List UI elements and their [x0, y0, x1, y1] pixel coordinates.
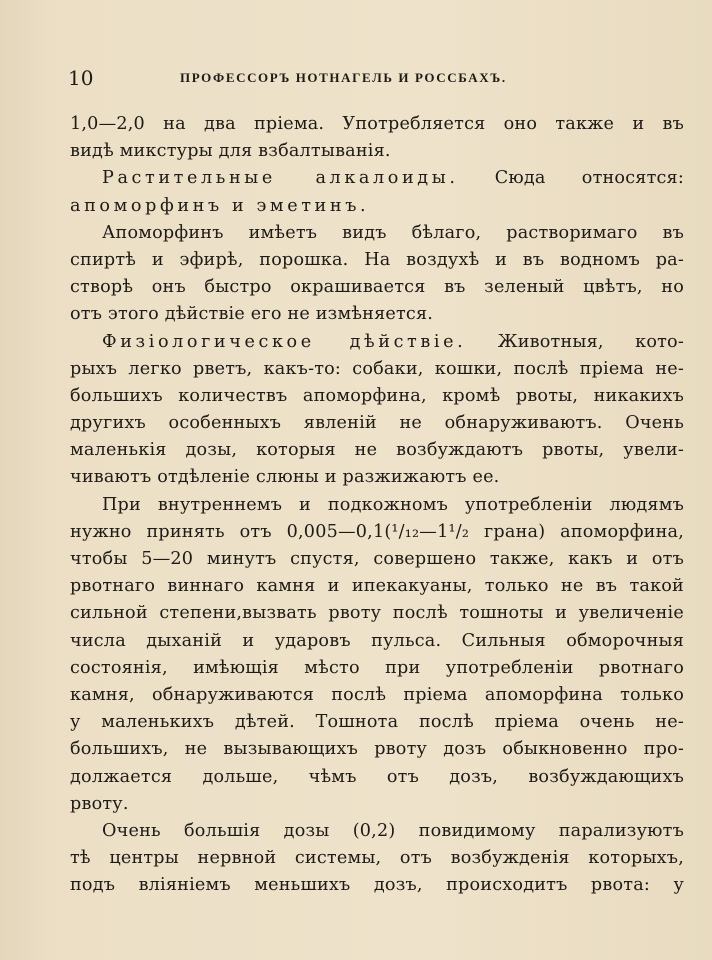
text-line: подъ вліяніемъ меньшихъ дозъ, происходитъ рвота: у: [70, 875, 684, 896]
text-line: створѣ онъ быстро окрашивается въ зеленый цвѣтъ, но: [70, 277, 684, 298]
text-line: сильной степени,вызвать рвоту послѣ тошноты и увеличеніе: [70, 603, 684, 624]
text-line: Физiологическое дѣйствіе. Животныя, кото-: [102, 331, 684, 352]
page-header: [68, 66, 684, 94]
text-line: маленькія дозы, которыя не возбуждаютъ рвоты, увели-: [70, 440, 684, 461]
text-line: тѣ центры нервной системы, отъ возбужденія которыхъ,: [70, 848, 684, 869]
text-line: камня, обнаруживаются послѣ пріема апоморфина только: [70, 684, 684, 705]
text-line: нужно принять отъ 0,005—0,1(¹/₁₂—1¹/₂ грана) апоморфина,: [70, 521, 684, 542]
running-head: ПРОФЕССОРЪ НОТНАГЕЛЬ И РОССБАХЪ.: [180, 70, 507, 85]
text-line: рвоту.: [70, 793, 129, 814]
text-line: 1,0—2,0 на два пріема. Употребляется оно также и въ: [70, 114, 684, 134]
text-line: рыхъ легко рветъ, какъ-то: собаки, кошки, послѣ пріема не-: [70, 358, 684, 379]
text-line: чиваютъ отдѣленіе слюны и разжижаютъ ее.: [70, 467, 500, 488]
text-line: рвотнаго виннаго камня и ипекакуаны, только не въ такой: [70, 576, 684, 597]
text-line: состоянія, имѣющія мѣсто при употребленіи рвотнаго: [70, 657, 684, 678]
text-line: Растительные алкалоиды. Сюда относятся:: [102, 168, 684, 189]
text-line: у маленькихъ дѣтей. Тошнота послѣ пріема очень не-: [70, 712, 684, 733]
page-number: 10: [68, 66, 94, 90]
text-line: видѣ микстуры для взбалтыванія.: [70, 141, 391, 162]
text-line: большихъ количествъ апоморфина, кромѣ рвоты, никакихъ: [70, 385, 684, 406]
text-line: Апоморфинъ имѣетъ видъ бѣлаго, растворимаго въ: [102, 222, 684, 243]
body-text: [70, 111, 684, 899]
text-line: большихъ, не вызывающихъ рвоту дозъ обыкновенно про-: [70, 739, 684, 760]
text-line: отъ этого дѣйствіе его не измѣняется.: [70, 304, 434, 325]
text-line: должается дольше, чѣмъ отъ дозъ, возбуждающихъ: [70, 766, 684, 787]
text-line: При внутреннемъ и подкожномъ употребленіи людямъ: [102, 494, 684, 515]
text-line: чтобы 5—20 минутъ спустя, совершено также, какъ и отъ: [70, 549, 684, 569]
text-line: апоморфинъ и эметинъ.: [70, 195, 370, 216]
text-line: спиртѣ и эфирѣ, порошка. На воздухѣ и въ водномъ ра-: [70, 249, 684, 270]
text-line: другихъ особенныхъ явленій не обнаруживаютъ. Очень: [70, 413, 684, 434]
text-line: числа дыханій и ударовъ пульса. Сильныя обморочныя: [70, 630, 684, 651]
text-line: Очень большія дозы (0,2) повидимому парализуютъ: [102, 820, 684, 841]
